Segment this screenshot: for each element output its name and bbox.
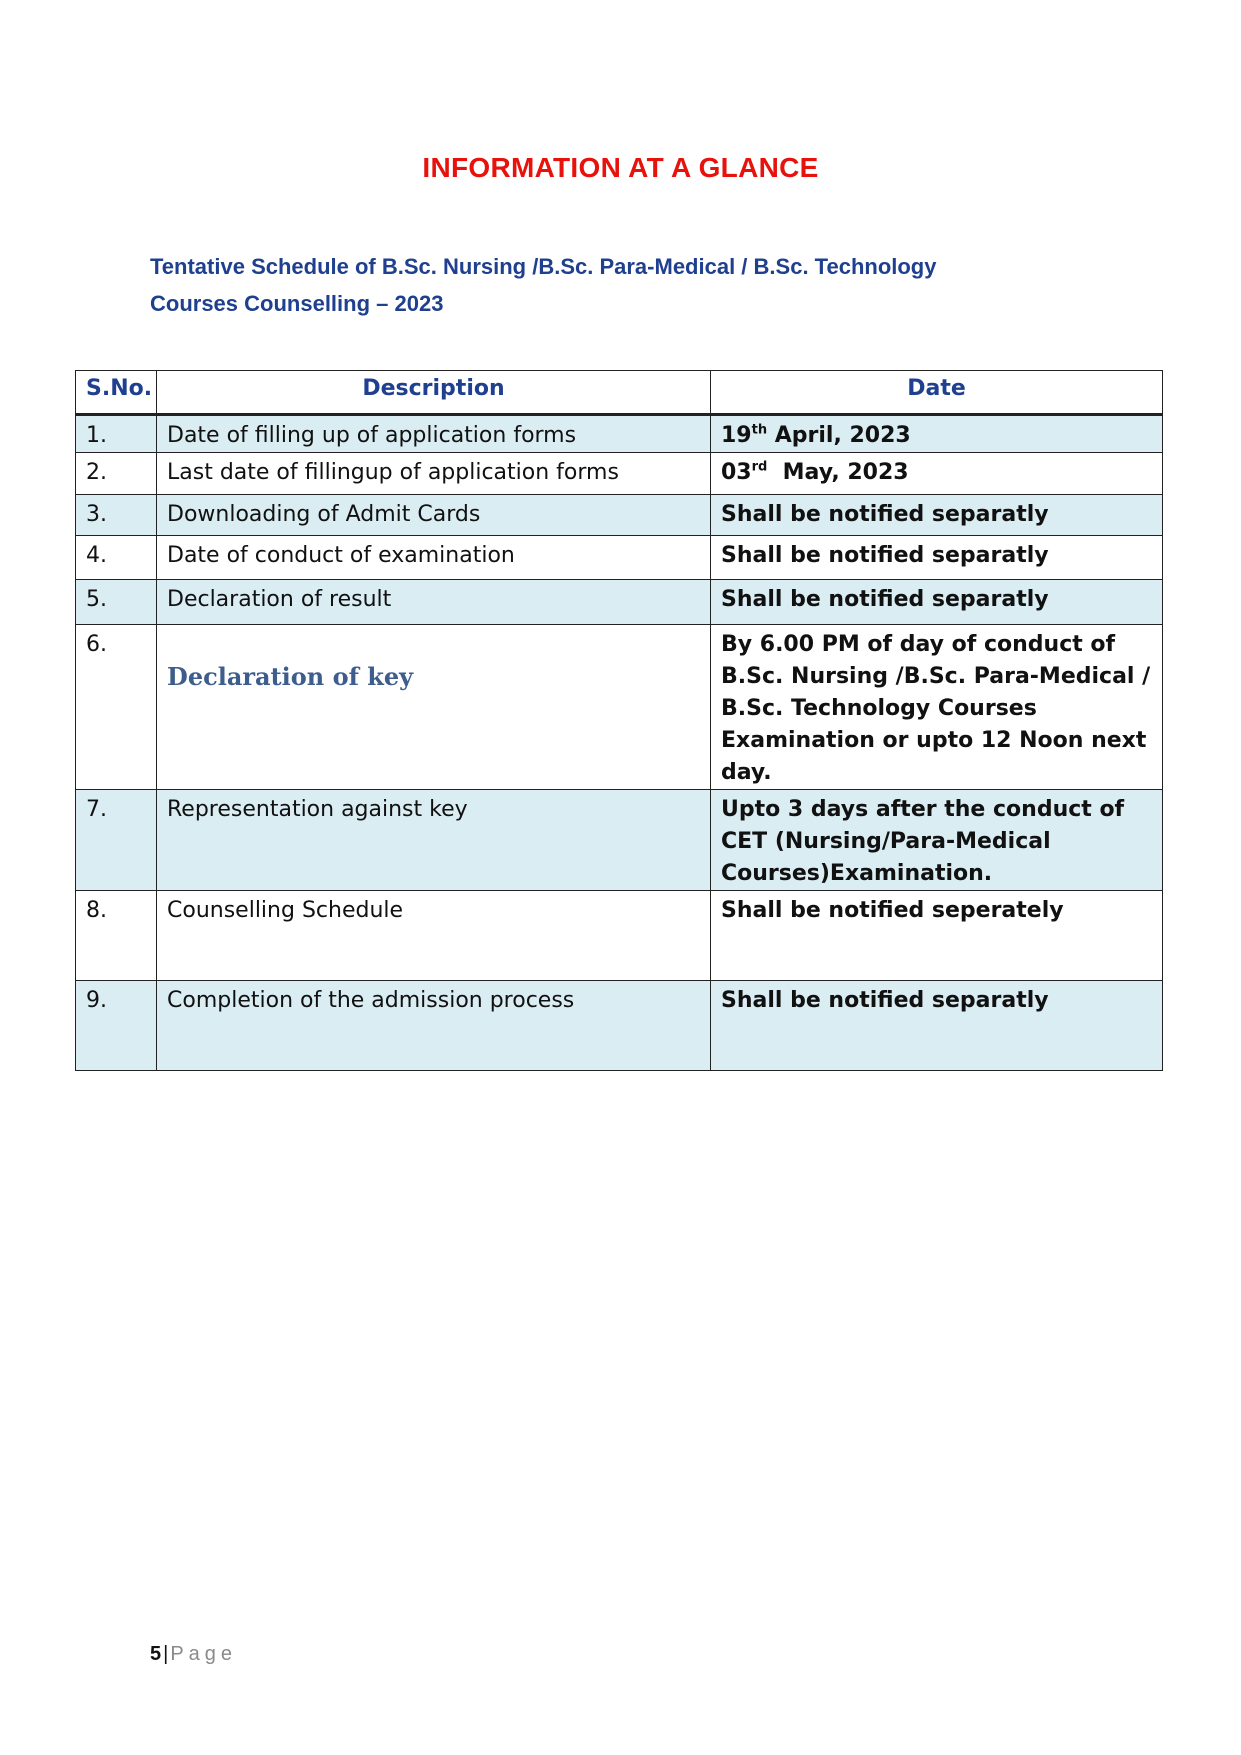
- header-description: Description: [157, 371, 711, 415]
- row-sno: 6.: [76, 625, 157, 790]
- row-date: Shall be notified separatly: [711, 536, 1163, 580]
- table-row: [76, 495, 1163, 536]
- row-description: Counselling Schedule: [157, 891, 711, 981]
- row-date: [711, 415, 1163, 453]
- row-description: Date of conduct of examination: [157, 536, 711, 580]
- row-description: Last date of fillingup of application forms: [157, 453, 711, 495]
- row-sno: 8.: [76, 891, 157, 981]
- page-title: INFORMATION AT A GLANCE: [422, 152, 819, 183]
- row-sno: 5.: [76, 580, 157, 625]
- schedule-table: [75, 370, 1163, 1071]
- table-row: [76, 536, 1163, 580]
- table-row: [76, 453, 1163, 495]
- table-header-row: [76, 371, 1163, 415]
- row-sno: 7.: [76, 790, 157, 891]
- date-ordinal: rd: [751, 459, 768, 475]
- row-description: Declaration of result: [157, 580, 711, 625]
- row-date: Upto 3 days after the conduct of CET (Nursing/Para-Medical Courses)Examination.: [711, 790, 1163, 891]
- table-row: [76, 580, 1163, 625]
- header-date: Date: [711, 371, 1163, 415]
- date-day: 19: [721, 423, 752, 448]
- page-footer: [150, 1643, 237, 1666]
- row-date: [711, 453, 1163, 495]
- row-description: Date of filling up of application forms: [157, 415, 711, 453]
- table-row: [76, 790, 1163, 891]
- row-description: Completion of the admission process: [157, 981, 711, 1071]
- row-date: Shall be notified seperately: [711, 891, 1163, 981]
- table-row: [76, 981, 1163, 1071]
- row-sno: 9.: [76, 981, 157, 1071]
- row-date: By 6.00 PM of day of conduct of B.Sc. Nursing /B.Sc. Para-Medical / B.Sc. Technology Courses Examination or upto 12 Noon next day.: [711, 625, 1163, 790]
- date-ordinal: th: [751, 422, 768, 438]
- date-month-year: April, 2023: [767, 423, 911, 448]
- declaration-of-key-label: Declaration of key: [167, 662, 414, 691]
- row-sno: 2.: [76, 453, 157, 495]
- table-row: [76, 891, 1163, 981]
- table-row: [76, 625, 1163, 790]
- row-date: Shall be notified separatly: [711, 495, 1163, 536]
- row-date: Shall be notified separatly: [711, 580, 1163, 625]
- subtitle-line-2: Courses Counselling – 2023: [150, 291, 444, 316]
- table-row: [76, 415, 1163, 453]
- row-description: Downloading of Admit Cards: [157, 495, 711, 536]
- subtitle-line-1: Tentative Schedule of B.Sc. Nursing /B.Sc. Para-Medical / B.Sc. Technology: [150, 254, 937, 279]
- date-day: 03: [721, 460, 752, 485]
- footer-separator: |: [163, 1643, 169, 1665]
- row-sno: 1.: [76, 415, 157, 453]
- row-sno: 4.: [76, 536, 157, 580]
- schedule-subtitle: [150, 248, 1110, 322]
- date-month-year: May, 2023: [767, 460, 909, 485]
- row-date: Shall be notified separatly: [711, 981, 1163, 1071]
- page-label: Page: [170, 1643, 238, 1665]
- row-description: [157, 625, 711, 790]
- header-sno: S.No.: [76, 371, 157, 415]
- page-number: 5: [150, 1643, 162, 1665]
- row-description: Representation against key: [157, 790, 711, 891]
- row-sno: 3.: [76, 495, 157, 536]
